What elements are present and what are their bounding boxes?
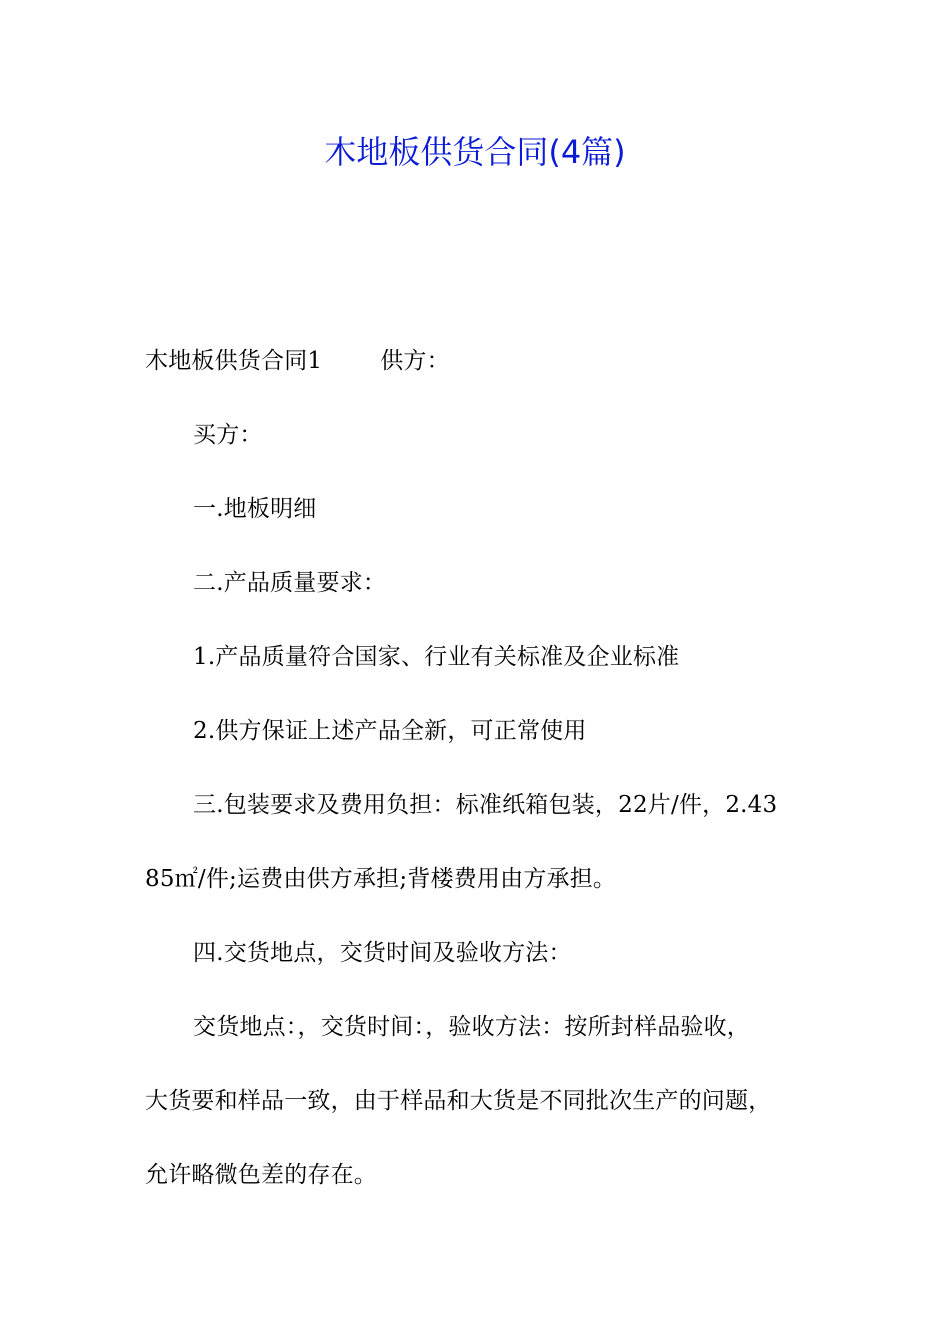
- paragraph-line: [145, 338, 810, 412]
- contract-heading: 木地板供货合同1: [145, 348, 323, 374]
- paragraph-line: 85㎡/件;运费由供方承担;背楼费用由方承担。: [145, 866, 617, 892]
- paragraph-line: 1.产品质量符合国家、行业有关标准及企业标准: [193, 644, 680, 670]
- supplier-label: 供方：: [380, 348, 450, 374]
- paragraph-line: 允许略微色差的存在。: [145, 1162, 377, 1188]
- paragraph-line: 三.包装要求及费用负担：标准纸箱包装，22片/件，2.43: [193, 792, 778, 818]
- paragraph-line: 买方：: [193, 422, 263, 448]
- paragraph-line: 二.产品质量要求：: [193, 570, 387, 596]
- paragraph-line: 交货地点：，交货时间：，验收方法：按所封样品验收，: [193, 1014, 750, 1040]
- paragraph-line: 大货要和样品一致，由于样品和大货是不同批次生产的问题，: [145, 1088, 772, 1114]
- paragraph-line: 四.交货地点，交货时间及验收方法：: [193, 940, 572, 966]
- paragraph-line: 一.地板明细: [193, 496, 317, 522]
- document-title: 木地板供货合同(4篇): [324, 133, 626, 171]
- paragraph-line: 2.供方保证上述产品全新，可正常使用: [193, 718, 587, 744]
- document-body: [145, 338, 810, 1226]
